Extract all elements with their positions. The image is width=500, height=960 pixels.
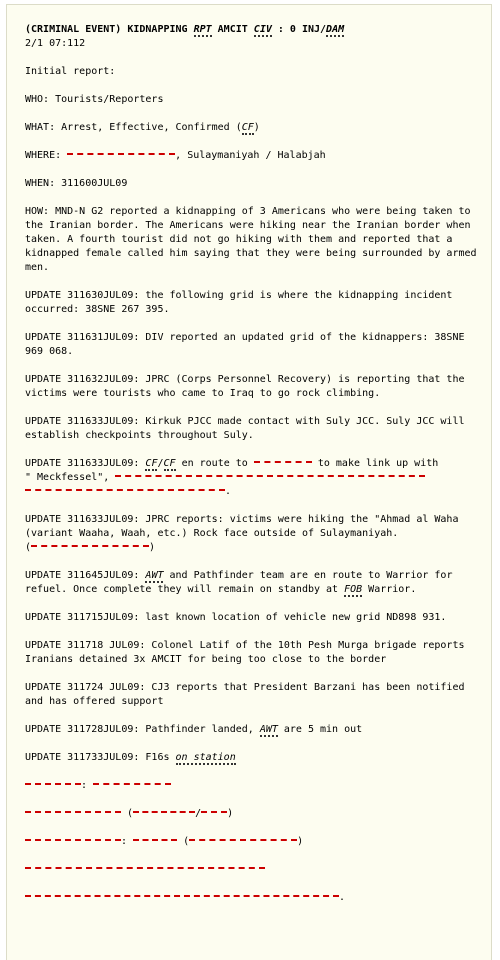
u5-post: to make link up with: [311, 458, 439, 469]
redaction: [25, 895, 339, 899]
update-311715: UPDATE 311715JUL09: last known location of vehicle new grid ND898 931.: [25, 612, 447, 623]
u11-pre: UPDATE 311728JUL09: Pathfinder landed,: [25, 724, 260, 735]
close-paren: ): [227, 808, 234, 819]
how-paragraph: HOW: MND-N G2 reported a kidnapping of 3 Americans who were being taken to the Iranian border. The Americans were hiking near the Iranian border when taken. A fourth tourist did not go hiking with them and reported that a kidnapped female called him saying that they were being surrounded by armed men.: [25, 206, 483, 273]
report-header: [25, 23, 485, 37]
where-post: , Sulaymaniyah / Halabjah: [175, 150, 326, 161]
period: .: [339, 892, 346, 903]
abbr-awt[interactable]: AWT: [145, 570, 164, 581]
redaction: [25, 839, 121, 843]
period: .: [225, 486, 232, 497]
redaction: [133, 839, 177, 843]
close-paren: ): [149, 542, 156, 553]
header-rest: : 0 INJ/: [271, 24, 327, 35]
redaction: [189, 839, 297, 843]
update-311633-pjcc: UPDATE 311633JUL09: Kirkuk PJCC made contact with Suly JCC. Suly JCC will establish checkpoints throughout Suly.: [25, 416, 471, 441]
u5-line2: " Meckfessel",: [25, 472, 116, 483]
update-311645: [25, 569, 485, 597]
open-paren: (: [25, 542, 32, 553]
update-311633-enroute: [25, 457, 485, 499]
update-311631: UPDATE 311631JUL09: DIV reported an updated grid of the kidnappers: 38SNE 969 068.: [25, 332, 471, 357]
what-post: ): [253, 122, 260, 133]
redaction: [115, 475, 425, 479]
redaction: [25, 489, 225, 493]
redaction: [31, 545, 149, 549]
header-amcit: AMCIT: [211, 24, 254, 35]
redaction: [25, 811, 121, 815]
abbr-cf[interactable]: CF: [163, 458, 176, 469]
redaction: [201, 811, 227, 815]
u6-text: UPDATE 311633JUL09: JPRC reports: victims were hiking the "Ahmad al Waha (variant Waaha, Waah, etc.) Rock face outside of Sulaymaniyah.: [25, 514, 465, 539]
u7-mid: and Pathfinder team are en route to Warrior for refuel. Once complete they will remain on standby at: [25, 570, 459, 595]
update-311633-jprc: [25, 513, 485, 555]
u7-pre: UPDATE 311645JUL09:: [25, 570, 146, 581]
header-prefix: (CRIMINAL EVENT) KIDNAPPING: [25, 24, 194, 35]
report-datetime: 2/1 07:112: [25, 38, 86, 49]
what-line: [25, 121, 485, 135]
redaction: [25, 867, 265, 871]
update-311733: [25, 751, 485, 765]
redaction: [133, 811, 195, 815]
redaction: [254, 461, 312, 465]
update-311632: UPDATE 311632JUL09: JPRC (Corps Personnel Recovery) is reporting that the victims were tourists who came to Iraq to go rock climbing.: [25, 374, 471, 399]
abbr-dam[interactable]: DAM: [326, 24, 345, 35]
redacted-line-1: [25, 779, 485, 793]
update-311718: UPDATE 311718 JUL09: Colonel Latif of the 10th Pesh Murga brigade reports Iranians detained 3x AMCIT for being too close to the border: [25, 640, 471, 665]
u11-post: are 5 min out: [277, 724, 363, 735]
update-311724: UPDATE 311724 JUL09: CJ3 reports that President Barzani has been notified and has offered support: [25, 682, 471, 707]
initial-report-label: Initial report:: [25, 66, 116, 77]
report-panel: [6, 4, 492, 960]
open-paren: (: [183, 836, 190, 847]
redaction: [25, 783, 81, 787]
open-paren: (: [127, 808, 134, 819]
redacted-line-3: [25, 835, 485, 849]
u5-mid: en route to: [175, 458, 254, 469]
redacted-line-2: [25, 807, 485, 821]
redaction: [67, 153, 175, 157]
redacted-line-5: [25, 891, 485, 905]
update-311630: UPDATE 311630JUL09: the following grid is where the kidnapping incident occurred: 38SNE 267 395.: [25, 290, 459, 315]
u5-pre: UPDATE 311633JUL09:: [25, 458, 146, 469]
update-311728: [25, 723, 485, 737]
u7-post: Warrior.: [362, 584, 417, 595]
abbr-rpt[interactable]: RPT: [193, 24, 212, 35]
slash: /: [195, 808, 202, 819]
when-line: WHEN: 311600JUL09: [25, 178, 128, 189]
report-content: [25, 23, 485, 919]
abbr-awt[interactable]: AWT: [259, 724, 278, 735]
colon: :: [81, 780, 88, 791]
where-label: WHERE:: [25, 150, 68, 161]
u5-slash: /: [157, 458, 164, 469]
abbr-on-station[interactable]: on station: [175, 752, 236, 763]
abbr-cf[interactable]: CF: [241, 122, 254, 133]
u12-pre: UPDATE 311733JUL09: F16s: [25, 752, 176, 763]
redacted-line-4: [25, 863, 485, 877]
redaction: [93, 783, 171, 787]
close-paren: ): [297, 836, 304, 847]
abbr-fob[interactable]: FOB: [344, 584, 363, 595]
where-line: [25, 149, 485, 163]
colon: :: [121, 836, 128, 847]
what-pre: WHAT: Arrest, Effective, Confirmed (: [25, 122, 242, 133]
who-line: WHO: Tourists/Reporters: [25, 94, 164, 105]
abbr-cf[interactable]: CF: [145, 458, 158, 469]
abbr-civ[interactable]: CIV: [253, 24, 272, 35]
